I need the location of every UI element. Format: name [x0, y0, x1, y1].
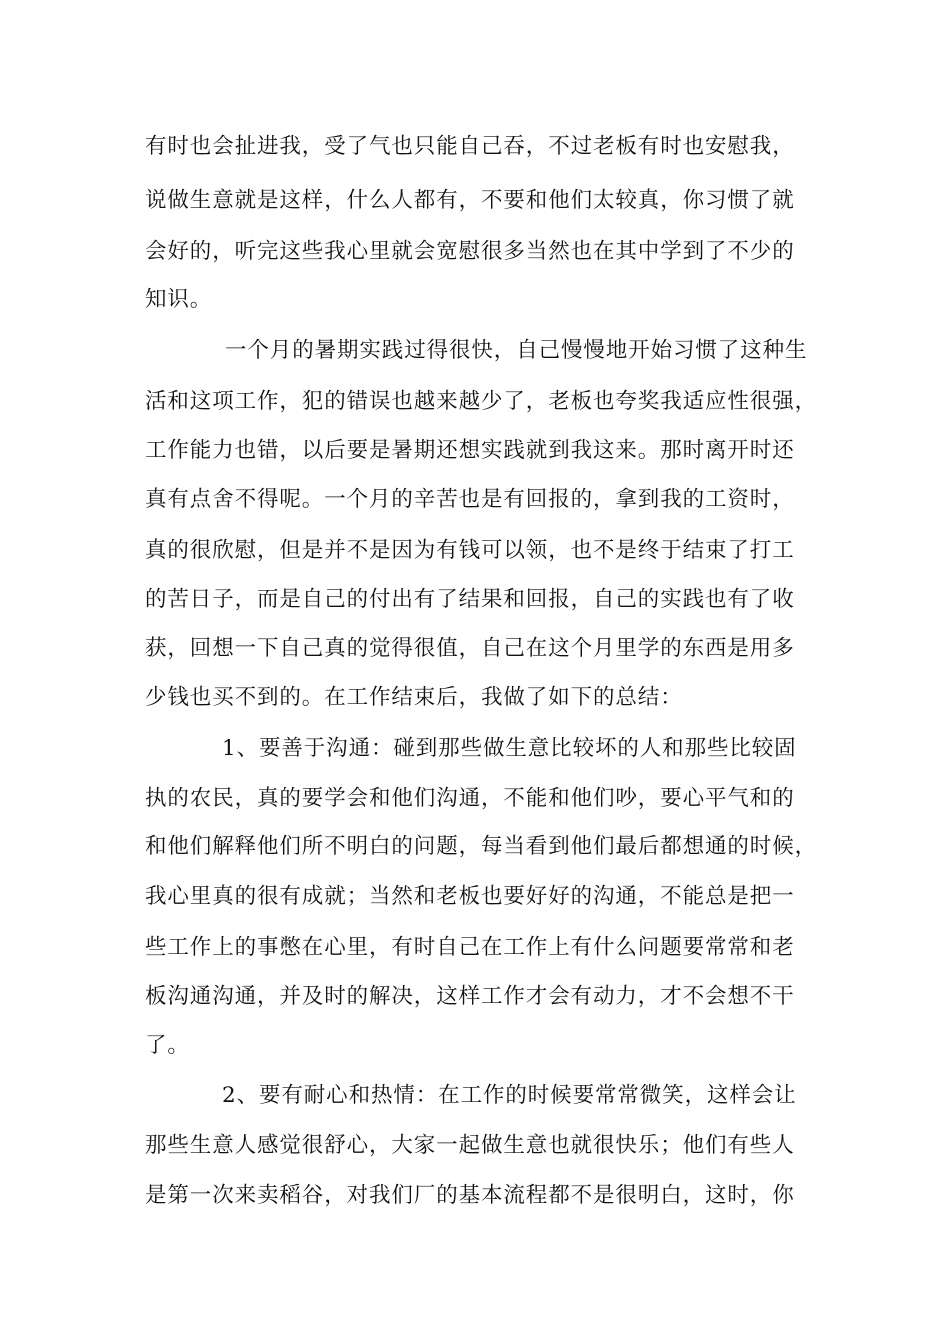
text-line: 工作能力也错，以后要是暑期还想实践就到我这来。那时离开时还	[145, 438, 795, 463]
text-line: 真的很欣慰，但是并不是因为有钱可以领，也不是终于结束了打工	[145, 538, 795, 563]
text-line: 些工作上的事憋在心里，有时自己在工作上有什么问题要常常和老	[145, 935, 795, 960]
text-line: 了。	[145, 1033, 190, 1058]
text-line: 1、要善于沟通：碰到那些做生意比较坏的人和那些比较固	[222, 736, 797, 761]
text-line: 我心里真的很有成就；当然和老板也要好好的沟通，不能总是把一	[145, 884, 795, 909]
text-line: 是第一次来卖稻谷，对我们厂的基本流程都不是很明白，这时，你	[145, 1183, 795, 1208]
text-line: 那些生意人感觉很舒心，大家一起做生意也就很快乐；他们有些人	[145, 1133, 795, 1158]
text-line: 和他们解释他们所不明白的问题，每当看到他们最后都想通的时候，	[145, 834, 818, 859]
text-line: 知识。	[145, 287, 213, 312]
text-line: 一个月的暑期实践过得很快，自己慢慢地开始习惯了这种生	[225, 338, 808, 363]
text-line: 有时也会扯进我，受了气也只能自己吞，不过老板有时也安慰我，	[145, 134, 795, 159]
text-line: 活和这项工作，犯的错误也越来越少了，老板也夸奖我适应性很强，	[145, 389, 818, 414]
text-line: 的苦日子，而是自己的付出有了结果和回报，自己的实践也有了收	[145, 587, 795, 612]
text-line: 2、要有耐心和热情：在工作的时候要常常微笑，这样会让	[222, 1083, 797, 1108]
text-line: 少钱也买不到的。在工作结束后，我做了如下的总结：	[145, 685, 683, 710]
text-line: 真有点舍不得呢。一个月的辛苦也是有回报的，拿到我的工资时，	[145, 487, 795, 512]
text-line: 板沟通沟通，并及时的解决，这样工作才会有动力，才不会想不干	[145, 984, 795, 1009]
text-line: 执的农民，真的要学会和他们沟通，不能和他们吵，要心平气和的	[145, 786, 795, 811]
text-line: 会好的，听完这些我心里就会宽慰很多当然也在其中学到了不少的	[145, 239, 795, 264]
text-line: 说做生意就是这样，什么人都有，不要和他们太较真，你习惯了就	[145, 188, 795, 213]
text-line: 获，回想一下自己真的觉得很值，自己在这个月里学的东西是用多	[145, 636, 795, 661]
